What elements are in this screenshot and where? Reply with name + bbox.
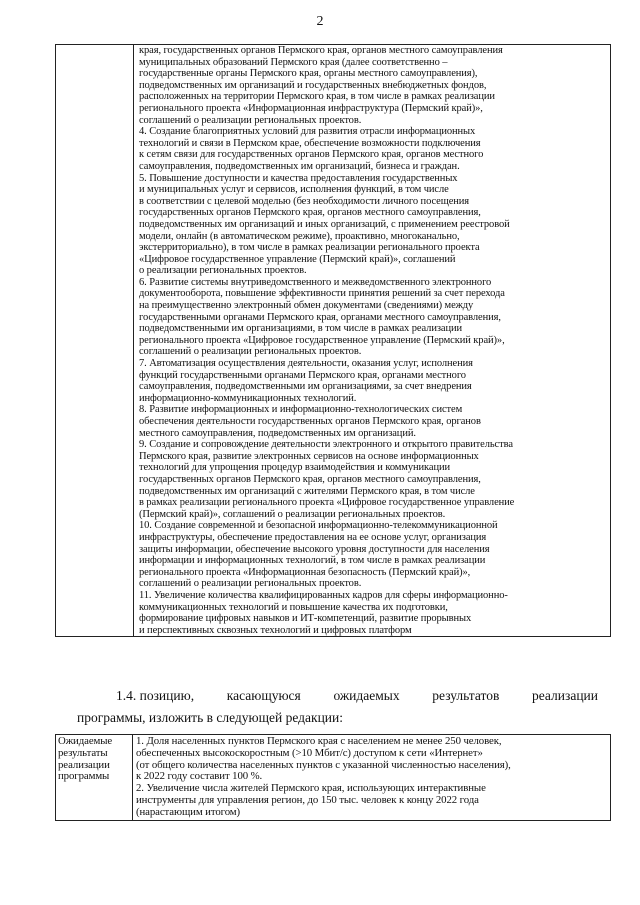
- text-line: функций государственными органами Пермского края, органами местного: [139, 369, 466, 381]
- text-line: документооборота, повышение эффективности принятия решений за счет перехода: [139, 288, 505, 300]
- text-line: регионального проекта «Информационная инфраструктура (Пермский край)»,: [139, 102, 483, 114]
- text-line: подведомственных им организаций и иных организаций, с применением реестровой: [139, 218, 510, 230]
- text-line: (от общего количества населенных пунктов с указанной численностью населения),: [136, 759, 511, 771]
- text-line: 6. Развитие системы внутриведомственного и межведомственного электронного: [139, 276, 492, 288]
- text-line: соглашений о реализации региональных проектов.: [139, 346, 362, 358]
- text-line: в рамках реализации регионального проекта «Цифровое государственное управление: [139, 497, 515, 509]
- text-line: местного самоуправления, подведомственных им организаций.: [139, 427, 416, 439]
- text-line: 8. Развитие информационных и информационно-технологических систем: [139, 404, 463, 416]
- text-line: в соответствии с целевой моделью (без необходимости личного посещения: [139, 195, 470, 207]
- text-line: защиты информации, обеспечение высокого уровня доступности для населения: [139, 543, 490, 555]
- goals-table-content-cell: [134, 45, 611, 637]
- text-line: соглашений о реализации региональных проектов.: [139, 578, 362, 590]
- text-line: регионального проекта «Цифровое государственное управление (Пермский край)»,: [139, 334, 505, 346]
- label-line: Ожидаемые: [58, 736, 113, 747]
- text-line: модели, онлайн (в автоматическом режиме), проактивно, многоканально,: [139, 230, 460, 242]
- text-line: 11. Увеличение количества квалифицированных кадров для сферы информационно-: [139, 589, 508, 601]
- text-line: края, государственных органов Пермского края, органов местного самоуправления: [139, 45, 503, 56]
- text-line: к 2022 году составит 100 %.: [136, 771, 263, 783]
- text-line: информации и информационных технологий, в том числе в рамках реализации: [139, 555, 486, 567]
- text-line: государственных органов Пермского края, органов местного самоуправления,: [139, 473, 481, 485]
- text-line: технологий и связи в Пермском крае, обеспечение возможности подключения: [139, 137, 481, 149]
- paragraph-word: результатов: [432, 688, 500, 703]
- text-line: формирование цифровых навыков и ИТ-компетенций, развитие прорывных: [139, 613, 472, 625]
- text-line: обеспечения деятельности государственных органов Пермского края, органов: [139, 416, 481, 427]
- amendment-paragraph-line-2: программы, изложить в следующей редакции:: [77, 710, 343, 725]
- text-line: о реализации региональных проектов.: [139, 265, 307, 277]
- text-line: «Цифровое государственное управление (Пермский край)», соглашений: [139, 253, 456, 265]
- text-line: расположенных на территории Пермского края, в том числе в рамках реализации: [139, 91, 495, 103]
- text-line: и перспективных сквозных технологий и цифровых платформ: [139, 624, 412, 636]
- text-line: экстерриториально), в том числе в рамках реализации регионального проекта: [139, 242, 480, 254]
- text-line: регионального проекта «Информационная безопасность (Пермский край)»,: [139, 566, 471, 578]
- text-line: и муниципальных услуг и сервисов, исполнения функций, в том числе: [139, 184, 449, 196]
- text-line: государственными органами Пермского края, органами местного самоуправления,: [139, 311, 501, 323]
- paragraph-word: ожидаемых: [333, 688, 400, 703]
- text-line: 1. Доля населенных пунктов Пермского края с населением не менее 250 человек,: [136, 736, 502, 747]
- text-line: государственных органов Пермского края, органов местного самоуправления,: [139, 207, 481, 219]
- text-line: самоуправления, подведомственных им организаций, бизнеса и граждан.: [139, 160, 460, 172]
- text-line: 9. Создание и сопровождение деятельности электронного и открытого правительства: [139, 439, 513, 451]
- text-line: (Пермский край)», соглашений о реализации региональных проектов.: [139, 508, 446, 520]
- paragraph-word: 1.4. позицию,: [116, 688, 195, 703]
- label-line: результаты: [58, 747, 108, 759]
- goals-table-label-cell: [56, 45, 134, 637]
- text-line: подведомственными им организациями, в том числе в рамках реализации: [139, 323, 463, 335]
- text-line: 7. Автоматизация осуществления деятельности, оказания услуг, исполнения: [139, 358, 473, 370]
- text-line: Пермского края, развитие электронных сервисов на основе информационных: [139, 450, 479, 462]
- text-line: технологий для упрощения процедур взаимодействия и коммуникации: [139, 462, 451, 474]
- text-line: 4. Создание благоприятных условий для развития отрасли информационных: [139, 126, 476, 138]
- text-line: государственные органы Пермского края, органы местного самоуправления),: [139, 68, 478, 80]
- label-line: программы: [58, 771, 110, 783]
- goals-table: [55, 44, 611, 637]
- text-line: инструменты для управления регион, до 150 тыс. человек к концу 2022 года: [136, 794, 479, 806]
- text-line: самоуправления, подведомственными им организациями, за счет внедрения: [139, 381, 472, 393]
- text-line: инфраструктуры, обеспечение предоставления на ее основе услуг, организация: [139, 531, 487, 543]
- paragraph-word: касающуюся: [226, 688, 301, 703]
- text-line: 10. Создание современной и безопасной информационно-телекоммуникационной: [139, 520, 498, 532]
- expected-results-label-cell: [56, 735, 133, 821]
- text-line: к сетям связи для государственных органов Пермского края, органов местного: [139, 149, 484, 161]
- text-line: 5. Повышение доступности и качества предоставления государственных: [139, 172, 458, 184]
- text-line: подведомственных им организаций с жителями Пермского края, в том числе: [139, 485, 475, 497]
- amendment-paragraph-line-1: [116, 688, 598, 704]
- text-line: информационно-коммуникационных технологий.: [139, 392, 357, 404]
- text-line: подведомственных им организаций и государственных внебюджетных фондов,: [139, 79, 487, 91]
- page-number: 2: [316, 14, 324, 29]
- text-line: обеспеченных высокоскоростным (>10 Мбит/с) доступом к сети «Интернет»: [136, 747, 483, 759]
- text-line: соглашений о реализации региональных проектов.: [139, 114, 362, 126]
- expected-results-content-cell: [133, 735, 611, 821]
- paragraph-word: реализации: [532, 688, 598, 703]
- text-line: 2. Увеличение числа жителей Пермского края, использующих интерактивные: [136, 783, 486, 795]
- text-line: коммуникационных технологий и повышение качества их подготовки,: [139, 601, 448, 613]
- text-line: муниципальных образований Пермского края (далее соответственно –: [139, 56, 448, 68]
- text-line: на преимущественно электронный обмен документами (сведениями) между: [139, 300, 474, 312]
- label-line: реализации: [58, 759, 110, 771]
- expected-results-table: [55, 734, 611, 821]
- text-line: (нарастающим итогом): [136, 806, 241, 818]
